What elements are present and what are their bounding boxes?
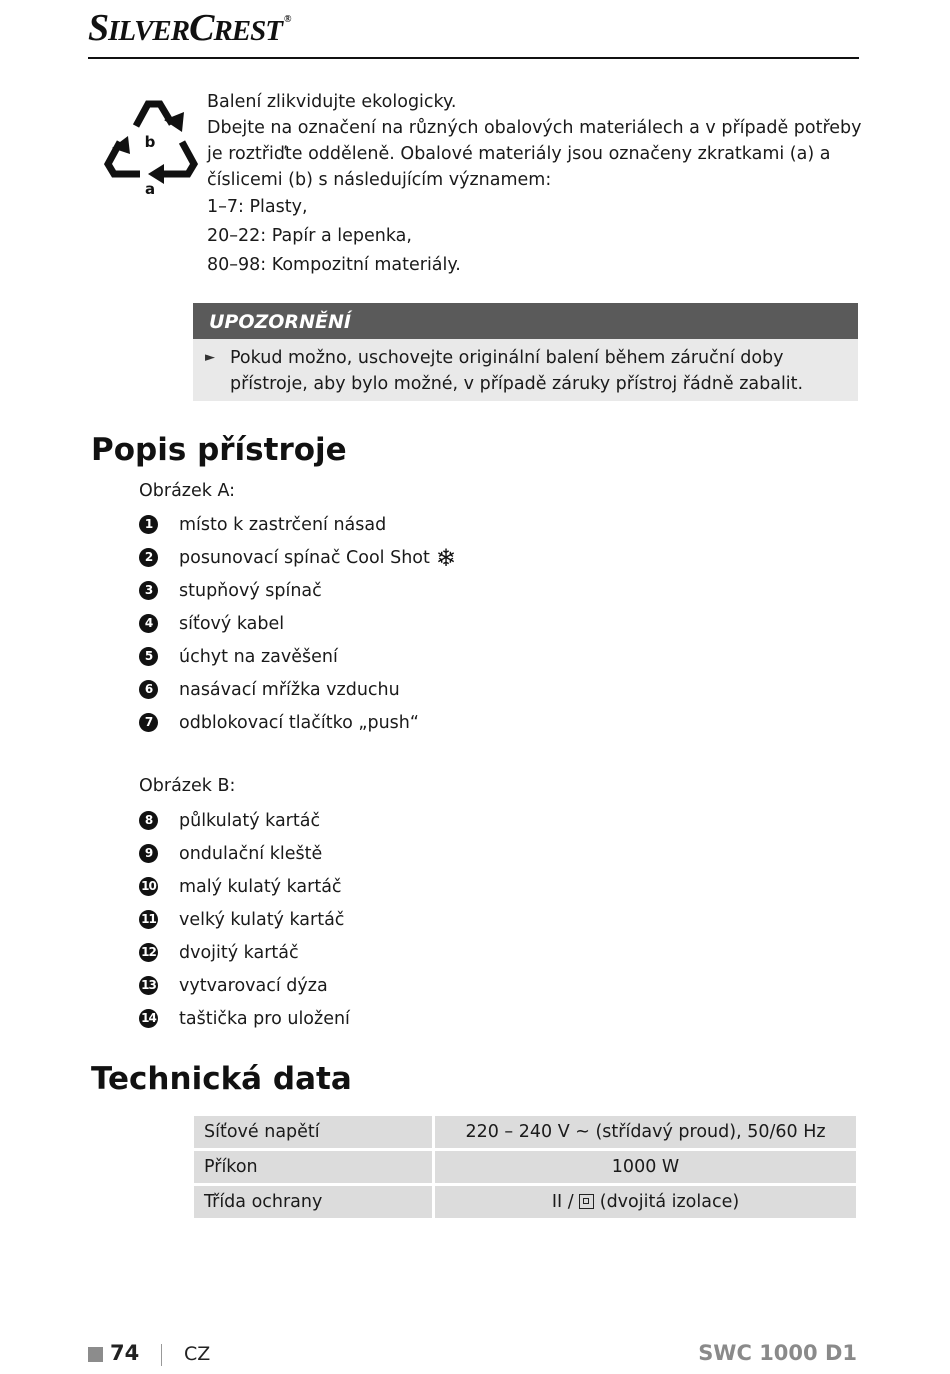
recycling-triangle-icon	[102, 90, 198, 196]
parts-list-b	[139, 804, 350, 1035]
page-number: 74	[110, 1341, 140, 1365]
double-insulation-icon	[579, 1194, 594, 1209]
section-heading-description: Popis přístroje	[91, 432, 347, 468]
footer-divider	[161, 1344, 162, 1366]
item-label: dvojitý kartáč	[179, 942, 299, 963]
item-number-badge: 10	[139, 877, 158, 896]
item-number-badge: 12	[139, 943, 158, 962]
figure-b-label: Obrázek B:	[139, 776, 236, 796]
recycling-line: Dbejte na označení na různých obalových materiálech a v případě potřeby je roztřiďte odděleně. Obalové materiály jsou označeny zkratkami (a) a číslicemi (b) s následujícím významem:	[207, 118, 862, 190]
list-item	[139, 508, 456, 541]
notice-box	[193, 303, 858, 401]
item-number-badge: 4	[139, 614, 158, 633]
item-number-badge: 11	[139, 910, 158, 929]
table-row	[194, 1186, 856, 1218]
list-item	[139, 541, 456, 574]
footer-model: SWC 1000 D1	[698, 1341, 857, 1365]
recycling-label-a: a	[144, 180, 156, 196]
item-number-badge: 5	[139, 647, 158, 666]
recycling-text	[207, 89, 867, 280]
item-label: velký kulatý kartáč	[179, 909, 345, 930]
table-value: 1000 W	[435, 1151, 856, 1183]
item-number-badge: 2	[139, 548, 158, 567]
snowflake-icon: ❄	[435, 543, 456, 572]
item-number-badge: 9	[139, 844, 158, 863]
parts-list-a	[139, 508, 456, 739]
table-value: II / (dvojitá izolace)	[435, 1186, 856, 1218]
recycling-line: 1–7: Plasty,	[207, 197, 308, 217]
notice-title: UPOZORNĚNÍ	[193, 303, 858, 339]
item-number-badge: 8	[139, 811, 158, 830]
item-label: malý kulatý kartáč	[179, 876, 342, 897]
list-item	[139, 804, 350, 837]
item-label: taštička pro uložení	[179, 1008, 350, 1029]
item-label: úchyt na zavěšení	[179, 646, 338, 667]
recycling-line: 80–98: Kompozitní materiály.	[207, 255, 461, 275]
item-number-badge: 3	[139, 581, 158, 600]
footer-square-icon	[88, 1347, 103, 1362]
technical-data-table	[194, 1113, 856, 1221]
item-number-badge: 7	[139, 713, 158, 732]
list-item	[139, 837, 350, 870]
item-number-badge: 1	[139, 515, 158, 534]
brand-logo: SILVERCREST ®	[88, 7, 291, 49]
item-label: vytvarovací dýza	[179, 975, 328, 996]
table-key: Třída ochrany	[194, 1186, 435, 1218]
table-value: 220 – 240 V ~ (střídavý proud), 50/60 Hz	[435, 1116, 856, 1148]
footer-language: CZ	[184, 1343, 211, 1365]
list-item	[139, 936, 350, 969]
list-item	[139, 607, 456, 640]
item-number-badge: 14	[139, 1009, 158, 1028]
recycling-label-b: b	[144, 133, 156, 151]
list-item	[139, 903, 350, 936]
item-number-badge: 13	[139, 976, 158, 995]
list-item	[139, 706, 456, 739]
item-label: ondulační kleště	[179, 843, 323, 864]
list-item	[139, 673, 456, 706]
table-row	[194, 1151, 856, 1183]
list-item	[139, 640, 456, 673]
item-label: odblokovací tlačítko „push“	[179, 712, 419, 733]
list-item	[139, 870, 350, 903]
item-label: nasávací mřížka vzduchu	[179, 679, 400, 700]
notice-text: Pokud možno, uschovejte originální balení během záruční doby přístroje, aby bylo možné, v případě záruky přístroj řádně zabalit.	[230, 348, 804, 394]
list-item	[139, 574, 456, 607]
recycling-line: 20–22: Papír a lepenka,	[207, 226, 412, 246]
table-row	[194, 1116, 856, 1148]
item-label: síťový kabel	[179, 613, 285, 634]
item-label: půlkulatý kartáč	[179, 810, 321, 831]
list-item	[139, 969, 350, 1002]
figure-a-label: Obrázek A:	[139, 481, 236, 501]
recycling-line: Balení zlikvidujte ekologicky.	[207, 92, 457, 112]
list-item	[139, 1002, 350, 1035]
table-key: Příkon	[194, 1151, 435, 1183]
item-number-badge: 6	[139, 680, 158, 699]
bullet-arrow-icon: ►	[205, 350, 215, 365]
item-label: místo k zastrčení násad	[179, 514, 387, 535]
item-label: posunovací spínač Cool Shot	[179, 547, 430, 568]
header-rule	[88, 57, 859, 59]
section-heading-technical: Technická data	[91, 1061, 352, 1097]
notice-body	[193, 339, 858, 401]
item-label: stupňový spínač	[179, 580, 322, 601]
table-key: Síťové napětí	[194, 1116, 435, 1148]
